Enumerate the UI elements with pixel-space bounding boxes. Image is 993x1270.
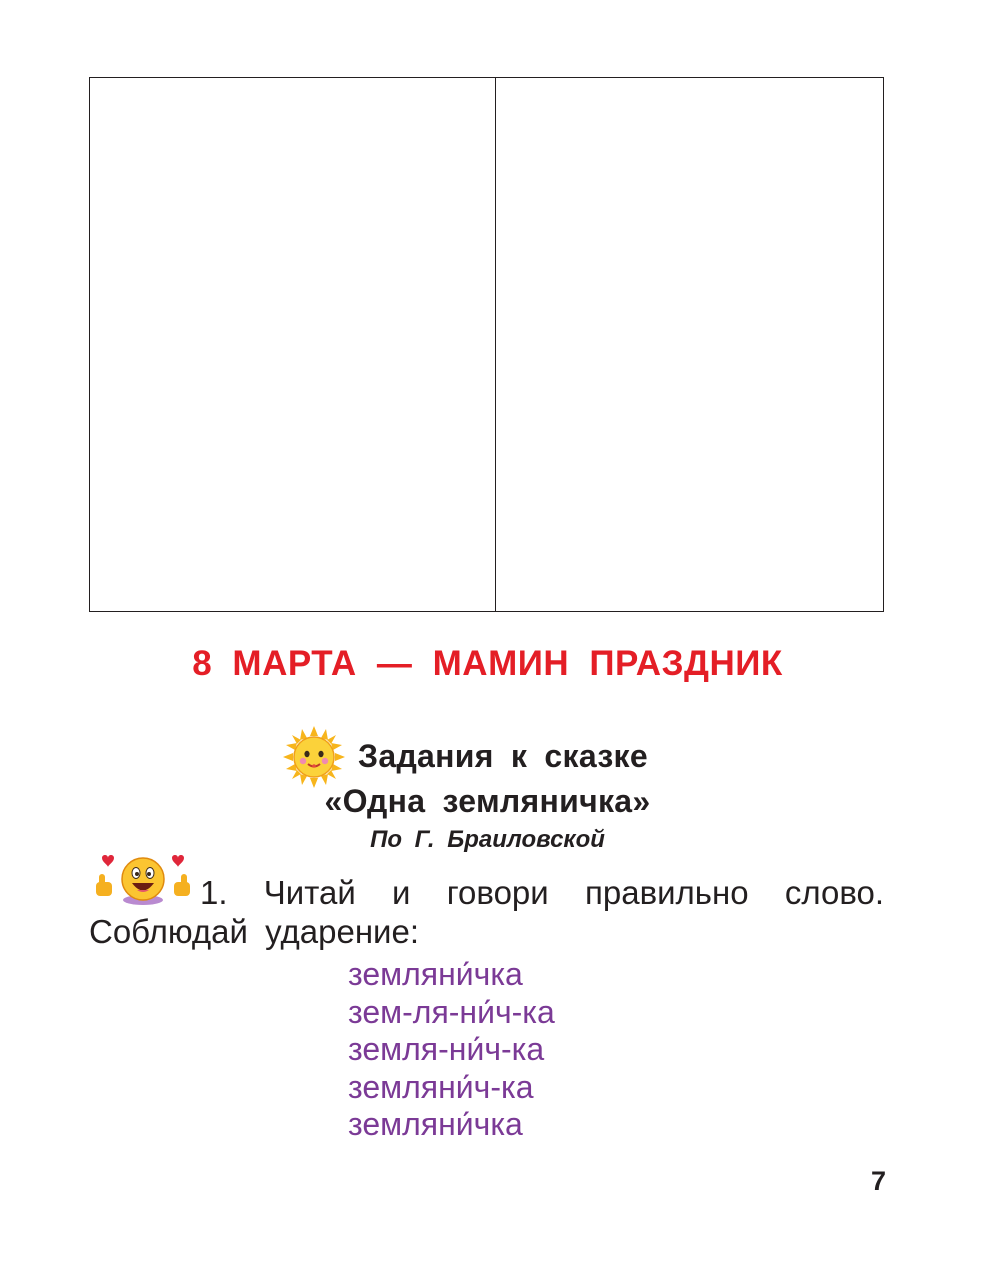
task-title-line1: Задания к сказке	[358, 738, 648, 774]
task-instruction-line1: 1. Читай и говори правильно слово.	[200, 874, 884, 911]
stress-word: земляни́чка	[348, 1106, 523, 1143]
sun-face-icon	[283, 726, 345, 788]
stress-word: земляни́чка	[348, 956, 523, 992]
smiley-thumbs-up-hearts-icon	[92, 848, 194, 908]
picture-frame-divider	[495, 78, 496, 611]
stress-word: зем-ля-ни́ч-ка	[348, 993, 555, 1030]
stress-word: земля-ни́ч-ка	[348, 1031, 545, 1068]
section-heading: 8 МАРТА — МАМИН ПРАЗДНИК	[192, 644, 783, 683]
stress-words-list	[348, 956, 555, 1144]
task-title-line2: «Одна земляничка»	[324, 783, 651, 819]
task-author: По Г. Браиловской	[370, 826, 605, 853]
picture-frame	[89, 77, 884, 612]
page-number: 7	[871, 1166, 887, 1196]
task-instruction-line2: Соблюдай ударение:	[89, 913, 419, 950]
stress-word: земляни́ч-ка	[348, 1068, 534, 1105]
